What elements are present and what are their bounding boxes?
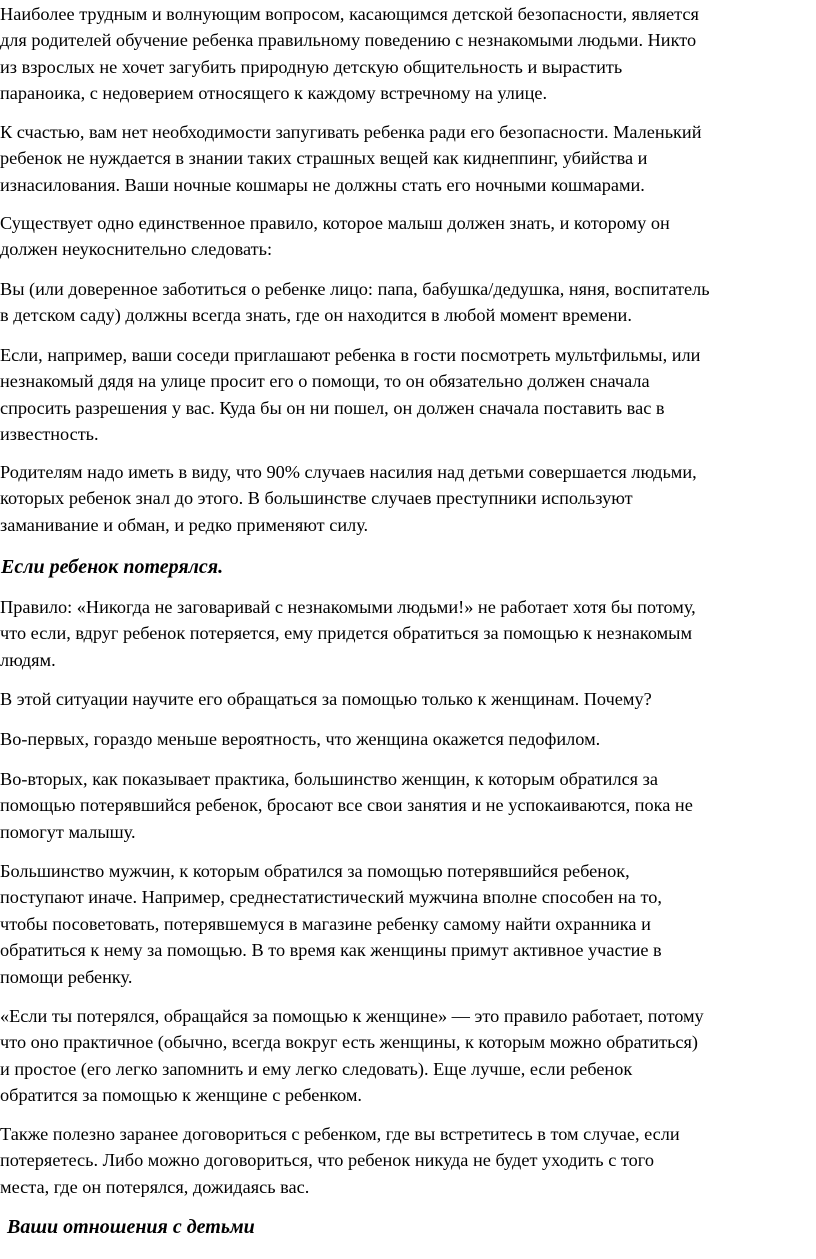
text-line: обратится за помощью к женщине с ребенком.: [0, 1085, 362, 1106]
text-line: людям.: [0, 649, 56, 670]
paragraph-rule: [0, 276, 814, 329]
paragraph-women-rule: [0, 1003, 814, 1109]
text-line: Во-вторых, как показывает практика, большинство женщин, к которым обратился за: [0, 769, 658, 789]
paragraph-no-fear: [0, 119, 814, 198]
text-line: помощи ребенку.: [0, 966, 133, 987]
text-line: ребенок не нуждается в знании таких страшных вещей как киднеппинг, убийства и: [0, 148, 648, 169]
text-line: Во-первых, гораздо меньше вероятность, что женщина окажется педофилом.: [0, 729, 601, 749]
text-line: Наиболее трудным и волнующим вопросом, касающимся детской безопасности, является: [0, 4, 699, 24]
paragraph-intro: [0, 1, 814, 107]
paragraph-strangers-rule: [0, 594, 814, 673]
text-line: «Если ты потерялся, обращайся за помощью к женщине» — это правило работает, потому: [0, 1006, 704, 1026]
text-line: должен неукоснительно следовать:: [0, 239, 273, 260]
section-heading-relationships: Ваши отношения с детьми: [7, 1216, 255, 1238]
text-line: которых ребенок знал до этого. В большинстве случаев преступники используют: [0, 488, 633, 509]
paragraph-one-rule: [0, 210, 814, 263]
text-line: поступают иначе. Например, среднестатистический мужчина вполне способен на то,: [0, 887, 662, 908]
text-line: Вы (или доверенное заботиться о ребенке лицо: папа, бабушка/дедушка, няня, воспитатель: [0, 279, 710, 299]
paragraph-second-reason: [0, 766, 814, 845]
text-line: незнакомый дядя на улице просит его о помощи, то он обязательно должен сначала: [0, 371, 650, 392]
text-line: заманивание и обман, и редко применяют силу.: [0, 514, 369, 535]
text-line: в детском саду) должны всегда знать, где он находится в любой момент времени.: [0, 305, 632, 326]
text-line: что оно практичное (обычно, всегда вокруг есть женщины, к которым можно обратиться): [0, 1032, 699, 1053]
text-line: К счастью, вам нет необходимости запугивать ребенка ради его безопасности. Маленький: [0, 122, 702, 142]
paragraph-example: [0, 342, 814, 448]
text-line: спросить разрешения у вас. Куда бы он ни пошел, он должен сначала поставить вас в: [0, 397, 665, 418]
text-line: и простое (его легко запомнить и ему легко следовать). Еще лучше, если ребенок: [0, 1058, 633, 1079]
text-line: места, где он потерялся, дожидаясь вас.: [0, 1176, 310, 1197]
text-line: известность.: [0, 424, 99, 445]
paragraph-statistics: [0, 459, 814, 538]
text-line: параноика, с недоверием относящего к каждому встречному на улице.: [0, 83, 548, 104]
text-line: Существует одно единственное правило, которое малыш должен знать, и которому он: [0, 213, 670, 233]
text-line: из взрослых не хочет загубить природную детскую общительность и вырастить: [0, 56, 623, 77]
text-line: В этой ситуации научите его обращаться за помощью только к женщинам. Почему?: [0, 689, 652, 709]
text-line: потеряетесь. Либо можно договориться, что ребенок никуда не будет уходить с того: [0, 1150, 654, 1171]
text-line: помощью потерявшийся ребенок, бросают все свои занятия и не успокаиваются, пока не: [0, 795, 693, 816]
paragraph-ask-women: [0, 686, 814, 712]
text-line: для родителей обучение ребенка правильному поведению с незнакомыми людьми. Никто: [0, 30, 697, 51]
paragraph-first-reason: [0, 726, 814, 752]
text-line: Также полезно заранее договориться с ребенком, где вы встретитесь в том случае, если: [0, 1124, 680, 1144]
text-line: что если, вдруг ребенок потеряется, ему придется обратиться за помощью к незнакомым: [0, 623, 693, 644]
text-line: Родителям надо иметь в виду, что 90% случаев насилия над детьми совершается людьми,: [0, 462, 697, 482]
text-line: Большинство мужчин, к которым обратился за помощью потерявшийся ребенок,: [0, 861, 630, 881]
paragraph-men: [0, 858, 814, 990]
text-line: обратиться к нему за помощью. В то время как женщины примут активное участие в: [0, 940, 662, 961]
text-line: Правило: «Никогда не заговаривай с незнакомыми людьми!» не работает хотя бы потому,: [0, 597, 696, 617]
paragraph-meeting-place: [0, 1121, 814, 1200]
text-line: изнасилования. Ваши ночные кошмары не должны стать его ночными кошмарами.: [0, 174, 645, 195]
section-heading-lost-child: Если ребенок потерялся.: [1, 556, 224, 578]
text-line: помогут малышу.: [0, 821, 136, 842]
text-line: Если, например, ваши соседи приглашают ребенка в гости посмотреть мультфильмы, или: [0, 345, 701, 365]
text-line: чтобы посоветовать, потерявшемуся в магазине ребенку самому найти охранника и: [0, 913, 651, 934]
